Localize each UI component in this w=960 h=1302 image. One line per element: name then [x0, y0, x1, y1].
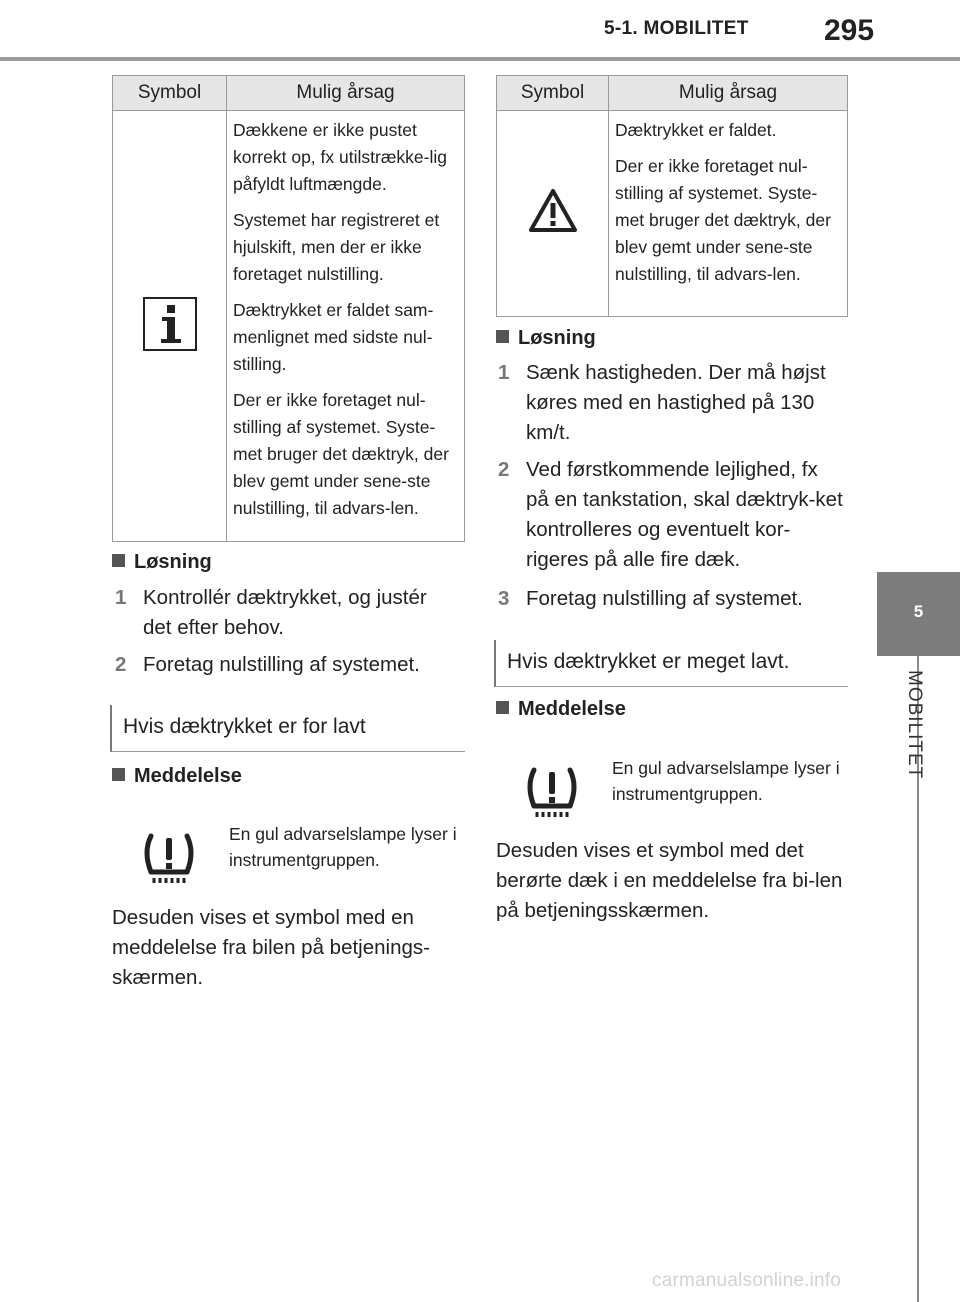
section-title: 5-1. MOBILITET — [604, 18, 749, 39]
step-text: Ved førstkommende lejlighed, fx på en tankstation, skal dæktryk-ket kontrolleres og eventuelt kor-rigeres på alle fire dæk. — [526, 458, 843, 571]
section-box-heading: Hvis dæktrykket er meget lavt. — [494, 640, 848, 687]
column-header-symbol: Symbol — [497, 76, 609, 111]
cause-text: Systemet har registreret et hjulskift, men der er ikke foretaget nulstilling. — [233, 210, 440, 284]
step-item — [115, 583, 455, 643]
tire-pressure-warning-icon — [141, 832, 197, 886]
chapter-label: MOBILITET — [904, 670, 925, 780]
step-text: Sænk hastigheden. Der må højst køres med en hastighed på 130 km/t. — [526, 361, 826, 444]
bullet-square-icon — [496, 330, 509, 343]
cause-text: Dæktrykket er faldet sam-menlignet med sidste nul-stilling. — [233, 300, 434, 374]
step-number: 2 — [498, 458, 510, 481]
chapter-number: 5 — [913, 602, 924, 621]
page-number: 295 — [824, 14, 875, 47]
bullet-square-icon — [112, 554, 125, 567]
message-text: En gul advarselslampe lyser i instrumentgruppen. — [612, 758, 840, 804]
step-text: Foretag nulstilling af systemet. — [143, 653, 420, 676]
step-item — [498, 455, 843, 575]
message-text: En gul advarselslampe lyser i instrumentgruppen. — [229, 824, 457, 870]
cause-text: Der er ikke foretaget nul-stilling af systemet. Syste-met bruger det dæktryk, der blev gemt under sene-ste nulstilling, til advars-len. — [233, 390, 449, 518]
header-rule — [0, 57, 960, 61]
cause-text: Der er ikke foretaget nul-stilling af systemet. Syste-met bruger det dæktryk, der blev gemt under sene-ste nulstilling, til advars-len. — [615, 156, 831, 284]
message-heading: Meddelelse — [496, 698, 626, 721]
cause-text: Dæktrykket er faldet. — [615, 120, 777, 140]
step-number: 1 — [115, 586, 127, 609]
tire-pressure-warning-icon — [524, 766, 580, 820]
bullet-square-icon — [496, 701, 509, 714]
info-i-icon — [143, 297, 197, 351]
cause-text: Dækkene er ikke pustet korrekt op, fx utilstrække-lig påfyldt luftmængde. — [233, 120, 447, 194]
watermark: carmanualsonline.info — [652, 1270, 842, 1291]
section-box-heading: Hvis dæktrykket er for lavt — [110, 705, 465, 752]
body-paragraph: Desuden vises et symbol med en meddelelse fra bilen på betjenings-skærmen. — [112, 906, 430, 989]
step-number: 2 — [115, 653, 127, 676]
message-heading: Meddelelse — [112, 765, 242, 788]
symbol-cell — [497, 111, 609, 317]
cause-cell — [609, 111, 848, 317]
warning-triangle-icon — [528, 188, 578, 234]
chapter-tab — [877, 572, 960, 656]
cause-table-right — [496, 75, 848, 317]
step-item — [498, 584, 843, 614]
bullet-square-icon — [112, 768, 125, 781]
cause-table-left — [112, 75, 465, 542]
column-header-cause: Mulig årsag — [609, 76, 848, 111]
step-item — [115, 650, 455, 680]
step-number: 1 — [498, 361, 510, 384]
column-header-cause: Mulig årsag — [227, 76, 465, 111]
solution-heading: Løsning — [496, 327, 596, 350]
step-number: 3 — [498, 587, 510, 610]
cause-cell — [227, 111, 465, 542]
step-item — [498, 358, 843, 448]
symbol-cell — [113, 111, 227, 542]
step-text: Foretag nulstilling af systemet. — [526, 587, 803, 610]
step-text: Kontrollér dæktrykket, og justér det efter behov. — [143, 586, 427, 639]
body-paragraph: Desuden vises et symbol med det berørte dæk i en meddelelse fra bi-len på betjeningsskærmen. — [496, 839, 843, 922]
column-header-symbol: Symbol — [113, 76, 227, 111]
solution-heading: Løsning — [112, 551, 212, 574]
